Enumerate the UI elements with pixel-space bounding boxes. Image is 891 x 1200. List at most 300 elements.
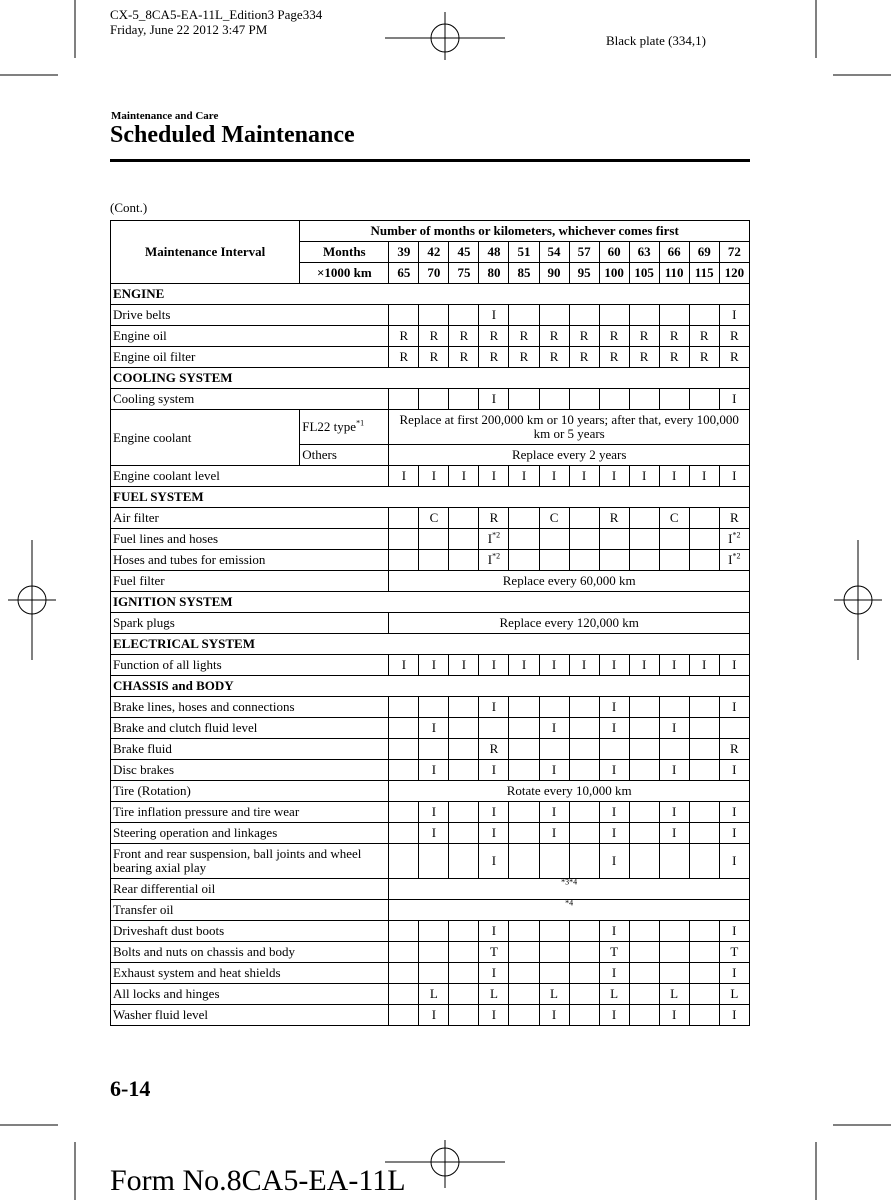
schedule-cell [659,550,689,571]
schedule-cell [719,529,749,550]
item-label: Bolts and nuts on chassis and body [111,942,389,963]
schedule-cell [539,697,569,718]
page-number: 6-14 [110,1076,151,1101]
schedule-code: I [491,699,497,714]
schedule-cell [569,466,599,487]
schedule-cell [569,760,599,781]
schedule-code: I [732,825,737,840]
item-label: Transfer oil [111,900,389,921]
table-row [111,963,750,984]
schedule-cell [389,823,419,844]
table-row [111,879,750,900]
schedule-code: I [702,657,707,672]
schedule-cell [659,508,689,529]
coolant-type-text: FL22 type [302,419,357,434]
table-row [111,389,750,410]
section-row [111,634,750,655]
schedule-code: I [732,657,737,672]
schedule-cell [509,389,539,410]
table-row [111,1005,750,1026]
maintenance-table [110,220,750,1026]
schedule-cell [419,389,449,410]
schedule-cell [659,844,689,879]
table-row [111,466,750,487]
schedule-cell [569,718,599,739]
section-label: Maintenance and Care [111,110,219,122]
schedule-code: I [671,825,677,840]
schedule-cell [689,844,719,879]
form-number: Form No.8CA5-EA-11L [110,1164,406,1197]
schedule-code: I [728,531,733,546]
schedule-cell [449,347,479,368]
section-heading: FUEL SYSTEM [111,487,750,508]
km-cell: 65 [389,263,419,284]
schedule-cell [689,347,719,368]
schedule-cell [719,466,749,487]
km-cell: 75 [449,263,479,284]
schedule-cell [419,550,449,571]
schedule-cell [689,508,719,529]
schedule-cell [719,984,749,1005]
schedule-cell [419,823,449,844]
schedule-cell [689,942,719,963]
schedule-cell [449,760,479,781]
schedule-cell [659,802,689,823]
schedule-cell [509,942,539,963]
months-label: Months [300,242,389,263]
schedule-cell [599,389,629,410]
schedule-cell [659,984,689,1005]
schedule-cell [449,466,479,487]
schedule-cell [509,697,539,718]
page-title: Scheduled Maintenance [110,122,355,148]
section-row [111,676,750,697]
schedule-cell [479,718,509,739]
schedule-code: R [730,741,739,756]
schedule-code: I [732,468,737,483]
schedule-cell [659,1005,689,1026]
table-header [111,221,750,284]
schedule-cell [539,389,569,410]
schedule-code: I [551,804,557,819]
schedule-cell [599,844,629,879]
schedule-code: I [487,531,493,546]
schedule-code: I [491,825,497,840]
footnote-marker: *4 [565,899,574,908]
schedule-code: I [401,657,407,672]
schedule-code: I [521,657,527,672]
schedule-cell [689,823,719,844]
schedule-code: I [702,468,707,483]
schedule-cell [389,760,419,781]
schedule-code: I [611,853,617,868]
km-cell: 90 [539,263,569,284]
section-heading: IGNITION SYSTEM [111,592,750,613]
schedule-cell [449,550,479,571]
table-row [111,529,750,550]
schedule-code: I [461,657,467,672]
schedule-cell [479,389,509,410]
title-rule [110,159,750,162]
schedule-cell [449,389,479,410]
schedule-cell [599,823,629,844]
schedule-cell [419,921,449,942]
footnote-marker: *2 [732,551,741,561]
km-cell: 120 [719,263,749,284]
schedule-cell [689,1005,719,1026]
table-row [111,781,750,802]
table-row [111,571,750,592]
schedule-code: I [491,804,497,819]
schedule-cell [569,844,599,879]
schedule-cell [569,389,599,410]
schedule-cell [539,802,569,823]
schedule-code: I [732,804,737,819]
schedule-cell [539,963,569,984]
date-line: Friday, June 22 2012 3:47 PM [110,22,268,37]
schedule-cell [539,466,569,487]
table-row [111,613,750,634]
schedule-cell [719,760,749,781]
schedule-cell [599,697,629,718]
section-row [111,284,750,305]
schedule-cell [689,697,719,718]
item-label: Fuel lines and hoses [111,529,389,550]
schedule-cell [389,802,419,823]
schedule-cell [569,984,599,1005]
schedule-code: R [549,349,559,364]
schedule-code: I [431,1007,437,1022]
schedule-cell [449,529,479,550]
table-row [111,984,750,1005]
schedule-code: I [551,720,557,735]
schedule-cell [539,305,569,326]
schedule-code: T [489,944,498,959]
schedule-cell [539,347,569,368]
schedule-cell [389,389,419,410]
schedule-cell [719,823,749,844]
schedule-cell [479,305,509,326]
interval-note [389,879,750,900]
schedule-cell [629,718,659,739]
section-row [111,368,750,389]
schedule-code: R [730,328,739,343]
schedule-code: I [671,762,677,777]
schedule-cell [419,697,449,718]
schedule-cell [719,921,749,942]
month-cell: 66 [659,242,689,263]
schedule-code: I [491,762,497,777]
schedule-cell [659,921,689,942]
schedule-cell [389,550,419,571]
schedule-code: R [459,349,469,364]
schedule-cell [599,984,629,1005]
table-row [111,550,750,571]
schedule-cell [449,739,479,760]
schedule-cell [569,921,599,942]
schedule-cell [659,760,689,781]
schedule-cell [629,305,659,326]
schedule-cell [509,1005,539,1026]
schedule-code: I [671,804,677,819]
schedule-cell [719,347,749,368]
table-body [111,284,750,1026]
schedule-code: I [491,965,497,980]
schedule-cell [689,326,719,347]
schedule-cell [659,963,689,984]
schedule-cell [509,508,539,529]
schedule-code: I [611,825,617,840]
schedule-cell [599,550,629,571]
schedule-cell [419,942,449,963]
km-cell: 95 [569,263,599,284]
plate-label: Black plate (334,1) [606,33,706,48]
schedule-cell [449,963,479,984]
schedule-cell [719,1005,749,1026]
continued-label: (Cont.) [110,200,148,215]
table-row [111,760,750,781]
month-cell: 39 [389,242,419,263]
schedule-code: I [551,825,557,840]
schedule-code: I [732,923,737,938]
schedule-code: I [641,468,647,483]
month-cell: 45 [449,242,479,263]
schedule-cell [479,823,509,844]
schedule-code: I [611,804,617,819]
section-heading: ENGINE [111,284,750,305]
schedule-cell [689,305,719,326]
month-cell: 42 [419,242,449,263]
schedule-cell [689,466,719,487]
schedule-cell [629,550,659,571]
schedule-cell [539,739,569,760]
schedule-cell [419,508,449,529]
schedule-cell [389,529,419,550]
schedule-cell [509,823,539,844]
schedule-cell [569,326,599,347]
schedule-cell [389,508,419,529]
item-label: Function of all lights [111,655,389,676]
schedule-code: I [732,762,737,777]
month-cell: 63 [629,242,659,263]
km-cell: 100 [599,263,629,284]
schedule-code: R [519,328,529,343]
schedule-code: I [611,468,617,483]
item-label: Engine coolant [111,410,300,466]
schedule-cell [389,326,419,347]
schedule-cell [689,760,719,781]
table-row [111,921,750,942]
schedule-cell [449,942,479,963]
schedule-cell [479,466,509,487]
schedule-code: I [487,552,493,567]
schedule-cell [599,326,629,347]
interval-header: Maintenance Interval [111,221,300,284]
schedule-code: I [491,853,497,868]
schedule-code: I [431,762,437,777]
schedule-code: I [728,552,733,567]
schedule-code: R [579,328,589,343]
schedule-cell [719,697,749,718]
schedule-cell [629,802,659,823]
coolant-type-label [300,410,389,445]
schedule-cell [509,802,539,823]
schedule-cell [569,1005,599,1026]
schedule-cell [539,718,569,739]
schedule-code: I [431,657,437,672]
schedule-cell [539,984,569,1005]
km-cell: 110 [659,263,689,284]
schedule-cell [479,347,509,368]
schedule-cell [479,326,509,347]
schedule-cell [509,347,539,368]
schedule-cell [689,921,719,942]
schedule-cell [419,802,449,823]
schedule-cell [689,963,719,984]
table-row [111,655,750,676]
schedule-cell [629,844,659,879]
schedule-code: L [670,986,679,1001]
schedule-code: I [611,657,617,672]
schedule-cell [569,305,599,326]
schedule-code: I [732,965,737,980]
schedule-code: L [730,986,739,1001]
month-cell: 48 [479,242,509,263]
schedule-cell [449,718,479,739]
schedule-cell [539,508,569,529]
item-label: All locks and hinges [111,984,389,1005]
schedule-cell [629,942,659,963]
schedule-cell [629,697,659,718]
item-label: Engine oil filter [111,347,389,368]
table-row [111,844,750,879]
schedule-cell [419,963,449,984]
schedule-code: R [639,328,649,343]
schedule-cell [659,389,689,410]
schedule-cell [539,326,569,347]
interval-note [389,900,750,921]
item-label: Spark plugs [111,613,389,634]
schedule-cell [659,326,689,347]
schedule-code: R [609,328,619,343]
footnote-marker: *2 [492,530,501,540]
schedule-code: I [431,468,437,483]
schedule-code: I [732,391,737,406]
schedule-cell [509,718,539,739]
footnote-marker: *3*4 [561,878,578,887]
section-heading: CHASSIS and BODY [111,676,750,697]
table-row [111,305,750,326]
schedule-cell [479,942,509,963]
schedule-code: I [431,804,437,819]
footnote-marker: *1 [356,418,365,428]
schedule-code: I [671,468,677,483]
schedule-cell [599,466,629,487]
schedule-cell [419,984,449,1005]
schedule-cell [449,984,479,1005]
schedule-cell [569,739,599,760]
schedule-cell [569,347,599,368]
schedule-code: I [521,468,527,483]
month-cell: 54 [539,242,569,263]
schedule-cell [539,760,569,781]
schedule-cell [689,389,719,410]
interval-note: Replace at first 200,000 km or 10 years; after that, every 100,000 km or 5 years [389,410,750,445]
footnote-marker: *2 [732,530,741,540]
schedule-cell [539,1005,569,1026]
schedule-code: R [669,328,679,343]
schedule-cell [509,760,539,781]
schedule-cell [599,760,629,781]
schedule-cell [599,347,629,368]
interval-note: Replace every 60,000 km [389,571,750,592]
schedule-code: R [519,349,529,364]
schedule-code: C [669,510,679,525]
schedule-cell [389,718,419,739]
schedule-cell [569,655,599,676]
item-label: Cooling system [111,389,389,410]
schedule-cell [539,921,569,942]
schedule-cell [569,823,599,844]
item-label: Engine oil [111,326,389,347]
schedule-cell [449,802,479,823]
section-row [111,592,750,613]
month-cell: 60 [599,242,629,263]
schedule-code: I [491,391,497,406]
schedule-cell [479,760,509,781]
schedule-code: I [491,923,497,938]
schedule-code: I [581,468,587,483]
schedule-code: R [489,741,499,756]
schedule-cell [449,921,479,942]
schedule-cell [719,802,749,823]
schedule-cell [419,529,449,550]
schedule-cell [569,942,599,963]
schedule-cell [629,466,659,487]
schedule-cell [569,508,599,529]
schedule-cell [479,802,509,823]
schedule-cell [419,718,449,739]
schedule-cell [389,466,419,487]
schedule-code: L [489,986,498,1001]
schedule-cell [389,655,419,676]
schedule-cell [659,823,689,844]
schedule-cell [389,1005,419,1026]
schedule-cell [449,655,479,676]
schedule-cell [449,844,479,879]
schedule-cell [479,963,509,984]
interval-note: Rotate every 10,000 km [389,781,750,802]
item-label: Rear differential oil [111,879,389,900]
km-cell: 115 [689,263,719,284]
schedule-cell [389,347,419,368]
schedule-cell [689,529,719,550]
schedule-cell [599,1005,629,1026]
schedule-cell [509,739,539,760]
schedule-cell [659,739,689,760]
schedule-cell [509,984,539,1005]
schedule-cell [539,823,569,844]
schedule-cell [389,921,419,942]
schedule-cell [719,389,749,410]
schedule-cell [389,739,419,760]
schedule-code: R [459,328,469,343]
schedule-code: I [732,1007,737,1022]
schedule-cell [689,550,719,571]
schedule-code: I [611,923,617,938]
schedule-cell [509,963,539,984]
schedule-code: I [551,762,557,777]
